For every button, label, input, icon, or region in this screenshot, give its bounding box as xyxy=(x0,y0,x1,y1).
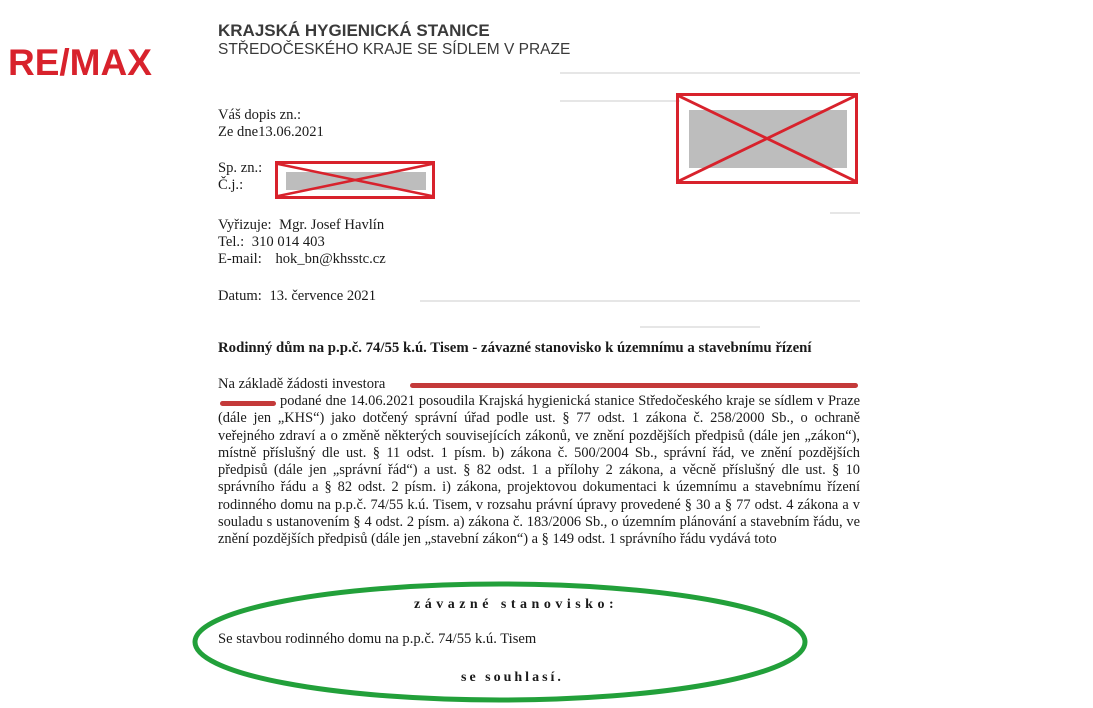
letter-date-value: 13.06.2021 xyxy=(258,124,324,140)
redaction-cross-icon xyxy=(679,96,855,181)
subject-heading: Rodinný dům na p.p.č. 74/55 k.ú. Tisem - závazné stanovisko k územnímu a stavebnímu řízení xyxy=(218,340,812,356)
redaction-cross-icon xyxy=(278,164,432,196)
tel-label: Tel.: xyxy=(218,234,245,250)
letter-date-label: Ze dne xyxy=(218,124,259,140)
bleed-through-line xyxy=(420,300,860,302)
bleed-through-line xyxy=(560,100,680,102)
tel-line xyxy=(218,234,325,251)
datum-line xyxy=(218,288,376,305)
redacted-reference-box xyxy=(275,161,435,199)
remax-logo: RE/MAX xyxy=(8,42,152,83)
datum-label: Datum: xyxy=(218,288,262,304)
opinion-heading: závazné stanovisko: xyxy=(414,597,619,612)
letter-ref-label: Váš dopis zn.: xyxy=(218,107,302,123)
tel-value: 310 014 403 xyxy=(251,234,325,250)
handler-value: Mgr. Josef Havlín xyxy=(279,217,385,233)
body-lead: Na základě žádosti investora xyxy=(218,376,386,392)
bleed-through-line xyxy=(830,212,860,214)
email-value: hok_bn@khsstc.cz xyxy=(275,251,386,267)
redacted-investor-line xyxy=(410,383,858,388)
org-name: KRAJSKÁ HYGIENICKÁ STANICE xyxy=(218,21,490,40)
email-line xyxy=(218,251,386,268)
handler-label: Vyřizuje: xyxy=(218,217,272,233)
handler-line xyxy=(218,217,384,234)
opinion-text: Se stavbou rodinného domu na p.p.č. 74/55 k.ú. Tisem xyxy=(218,631,537,647)
sp-zn-label: Sp. zn.: xyxy=(218,160,263,176)
email-label: E-mail: xyxy=(218,251,262,267)
datum-value: 13. července 2021 xyxy=(269,288,377,304)
body-paragraph: podané dne 14.06.2021 posoudila Krajská hygienická stanice Středočeského kraje se sídlem v Praze (dále jen „KHS“) jako dotčený správní úřad podle ust. § 77 odst. 1 zákona č. 258/2000 Sb., o ochraně veřejného zdraví a o změně některých souvisejících zákonů, ve znění pozdějších předpisů (dále jen „zákon“), místně příslušný dle ust. § 11 odst. 1 písm. b) zákona č. 500/2004 Sb., správní řád, ve znění pozdějších předpisů (dále jen „správní řád“) a ust. § 82 odst. 1 a přílohy 2 zákona, a věcně příslušný dle ust. § 10 správního řádu a § 82 odst. 2 písm. i) zákona, projektovou dokumentaci k územnímu a stavebnímu řízení rodinného domu na p.p.č. 74/55 k.ú. Tisem, v rozsahu právní úpravy provedené § 30 a § 77 odst. 4 zákona a v souladu s ustanovením § 4 odst. 2 písm. a) zákona č. 183/2006 Sb., o územním plánování a stavebním řádu, ve znění pozdějších předpisů (dále jen „stavební zákon“) a § 149 odst. 1 správního řádu vydává toto xyxy=(218,393,860,548)
cj-label: Č.j.: xyxy=(218,177,244,193)
letter-date-line xyxy=(218,124,324,141)
bleed-through-line xyxy=(560,72,860,74)
redacted-address-box xyxy=(676,93,858,184)
bleed-through-line xyxy=(640,326,760,328)
org-subtitle: STŘEDOČESKÉHO KRAJE SE SÍDLEM V PRAZE xyxy=(218,41,571,58)
opinion-verdict: se souhlasí. xyxy=(461,670,564,685)
